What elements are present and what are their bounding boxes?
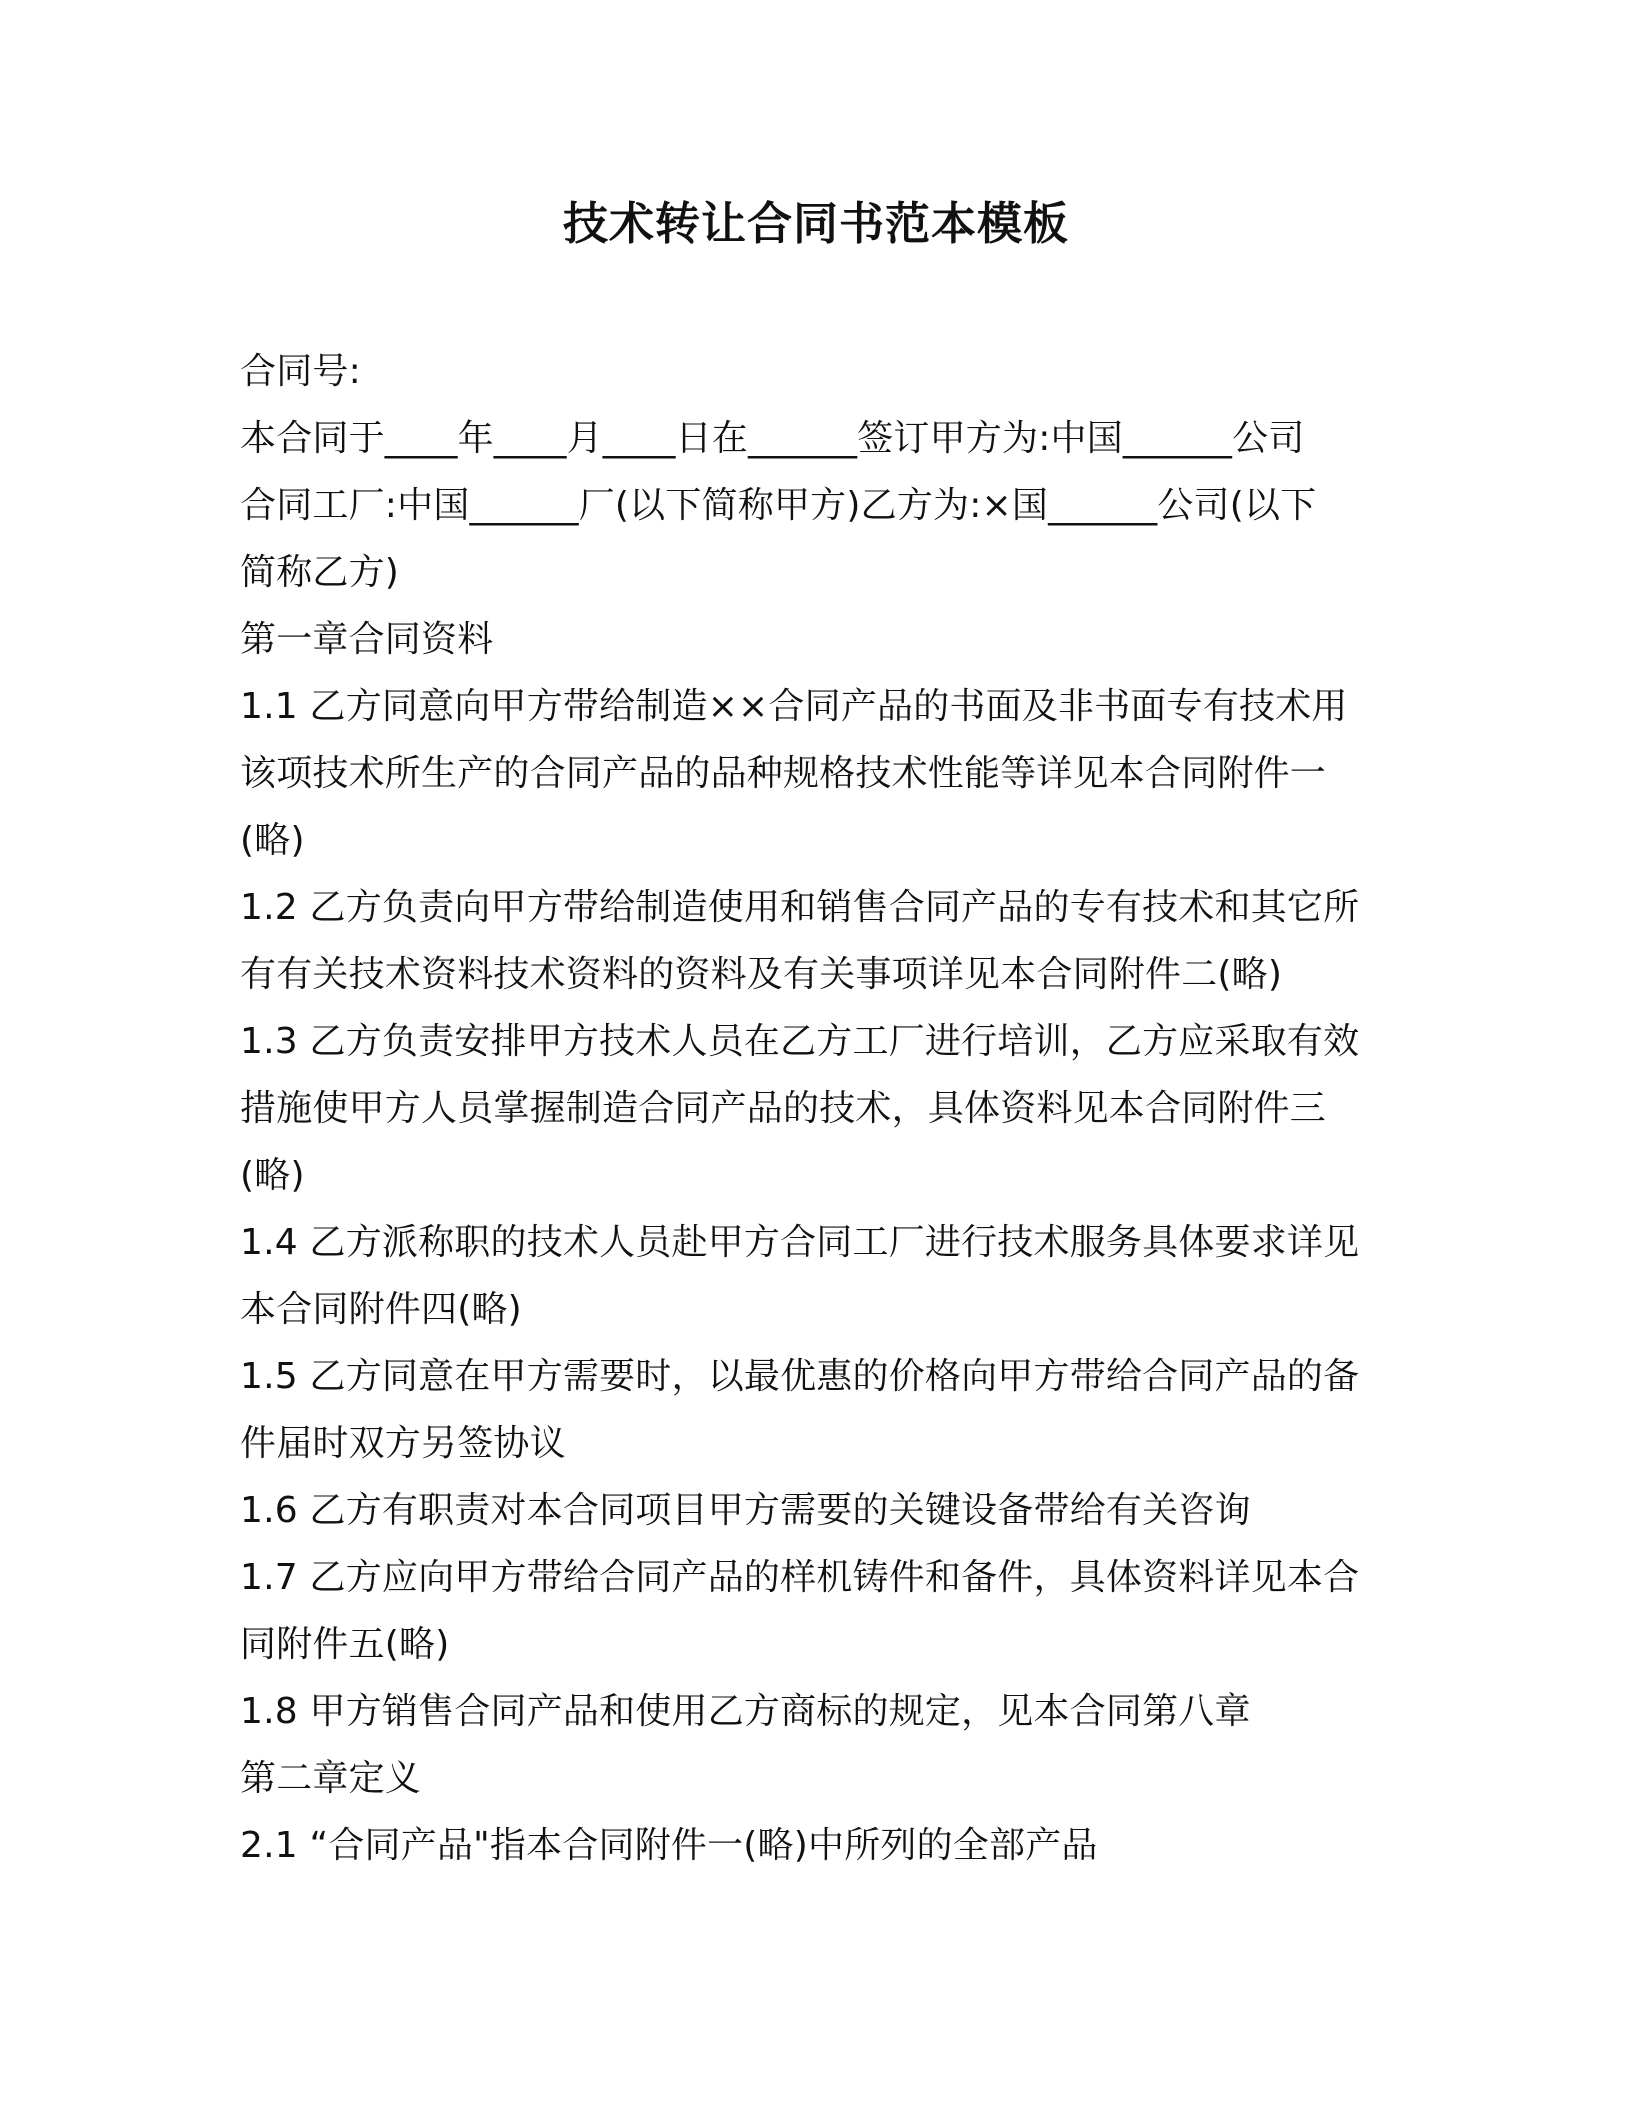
parties-line-cont: 简称乙方) — [240, 552, 400, 593]
chapter-1-heading: 第一章合同资料 — [240, 619, 494, 660]
clause-1-7: 1.7 乙方应向甲方带给合同产品的样机铸件和备件，具体资料详见本合 — [240, 1557, 1360, 1598]
clause-1-4: 1.4 乙方派称职的技术人员赴甲方合同工厂进行技术服务具体要求详见 — [240, 1222, 1360, 1263]
clause-2-1: 2.1 “合同产品"指本合同附件一(略)中所列的全部产品 — [240, 1825, 1098, 1866]
chapter-2-heading: 第二章定义 — [240, 1758, 422, 1799]
clause-1-1-cont-2: (略) — [240, 820, 305, 861]
document-body — [240, 338, 1400, 1879]
signing-info-line: 本合同于____年____月____日在______签订甲方为:中国______公司 — [240, 418, 1305, 459]
contract-number-line: 合同号: — [240, 351, 361, 392]
clause-1-2-cont: 有有关技术资料技术资料的资料及有关事项详见本合同附件二(略) — [240, 954, 1283, 995]
clause-1-4-cont: 本合同附件四(略) — [240, 1289, 522, 1330]
parties-line: 合同工厂:中国______厂(以下简称甲方)乙方为:×国______公司(以下 — [240, 485, 1317, 526]
clause-1-1-cont: 该项技术所生产的合同产品的品种规格技术性能等详见本合同附件一 — [240, 753, 1327, 794]
clause-1-2: 1.2 乙方负责向甲方带给制造使用和销售合同产品的专有技术和其它所 — [240, 887, 1360, 928]
clause-1-3-cont-2: (略) — [240, 1155, 305, 1196]
document-title: 技术转让合同书范本模板 — [562, 197, 1069, 250]
clause-1-1: 1.1 乙方同意向甲方带给制造××合同产品的书面及非书面专有技术用 — [240, 686, 1348, 727]
clause-1-5-cont: 件届时双方另签协议 — [240, 1423, 566, 1464]
clause-1-5: 1.5 乙方同意在甲方需要时，以最优惠的价格向甲方带给合同产品的备 — [240, 1356, 1360, 1397]
clause-1-7-cont: 同附件五(略) — [240, 1624, 450, 1665]
clause-1-8: 1.8 甲方销售合同产品和使用乙方商标的规定，见本合同第八章 — [240, 1691, 1251, 1732]
clause-1-3-cont: 措施使甲方人员掌握制造合同产品的技术，具体资料见本合同附件三 — [240, 1088, 1327, 1129]
clause-1-3: 1.3 乙方负责安排甲方技术人员在乙方工厂进行培训，乙方应采取有效 — [240, 1021, 1360, 1062]
clause-1-6: 1.6 乙方有职责对本合同项目甲方需要的关键设备带给有关咨询 — [240, 1490, 1251, 1531]
